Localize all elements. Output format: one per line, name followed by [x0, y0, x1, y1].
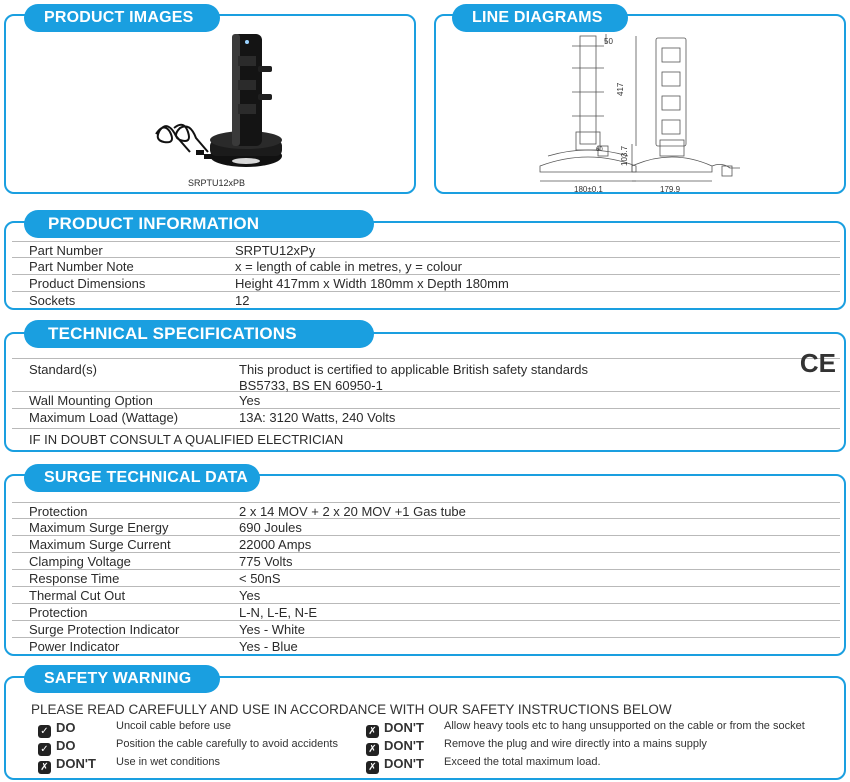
safety-item-dont: [366, 720, 805, 738]
surge-row: [12, 604, 840, 621]
surge-value: 2 x 14 MOV + 2 x 20 MOV +1 Gas tube: [239, 504, 466, 519]
safety-item-do: [38, 738, 338, 756]
safety-text: Position the cable carefully to avoid accidents: [116, 738, 338, 750]
dim-base-left: 180±0.1: [574, 185, 603, 192]
safety-keyword: DO: [56, 720, 76, 735]
surge-value: 22000 Amps: [239, 537, 312, 552]
tech-standard-line1: This product is certified to applicable British safety standards: [239, 362, 589, 377]
dim-height: 417: [616, 82, 625, 96]
surge-row: [12, 553, 840, 570]
info-value: Height 417mm x Width 180mm x Depth 180mm: [235, 276, 509, 291]
info-row: [12, 241, 840, 258]
surge-row: [12, 638, 840, 655]
check-icon: ✓: [38, 725, 51, 738]
safety-keyword: DON'T: [56, 756, 96, 771]
safety-item-dont: [366, 756, 601, 774]
ce-mark-icon: CE: [799, 348, 836, 378]
surge-label: Protection: [29, 605, 88, 620]
dim-base-right: 179.9: [660, 185, 681, 192]
dim-side: 103.7: [620, 145, 629, 166]
surge-row: [12, 519, 840, 536]
technical-specifications-panel: [4, 332, 846, 452]
tech-advice-row: [12, 431, 840, 448]
tech-value: 13A: 3120 Watts, 240 Volts: [239, 410, 396, 425]
surge-label: Maximum Surge Current: [29, 537, 171, 552]
surge-label: Power Indicator: [29, 639, 120, 654]
section-tab-product-images: PRODUCT IMAGES: [24, 4, 220, 32]
surge-value: Yes - Blue: [239, 639, 298, 654]
surge-row: [12, 587, 840, 604]
tech-value: Yes: [239, 393, 261, 408]
surge-row: [12, 621, 840, 638]
section-tab-technical-specifications: TECHNICAL SPECIFICATIONS: [24, 320, 374, 348]
image-caption: SRPTU12xPB: [188, 178, 246, 188]
surge-row: [12, 536, 840, 553]
line-diagram-drawing: [436, 16, 844, 192]
product-tower-image: [6, 16, 414, 192]
info-row: [12, 292, 840, 309]
product-images-panel: [4, 14, 416, 194]
safety-text: Remove the plug and wire directly into a mains supply: [444, 738, 707, 750]
safety-text: Use in wet conditions: [116, 756, 220, 768]
surge-label: Protection: [29, 504, 88, 519]
tech-label: Maximum Load (Wattage): [29, 410, 179, 425]
safety-item-do: [38, 720, 231, 738]
info-label: Sockets: [29, 293, 76, 308]
surge-row: [12, 570, 840, 587]
tech-row-standard: [12, 358, 840, 392]
safety-heading: PLEASE READ CAREFULLY AND USE IN ACCORDANCE WITH OUR SAFETY INSTRUCTIONS BELOW: [31, 702, 672, 717]
info-label: Part Number: [29, 243, 103, 258]
dim-small: 60: [596, 147, 603, 153]
section-tab-safety-warning: SAFETY WARNING: [24, 665, 220, 693]
safety-keyword: DON'T: [384, 756, 424, 771]
safety-item-dont: [38, 756, 220, 774]
safety-keyword: DON'T: [384, 738, 424, 753]
safety-text: Uncoil cable before use: [116, 720, 231, 732]
section-tab-product-information: PRODUCT INFORMATION: [24, 210, 374, 238]
info-value: SRPTU12xPy: [235, 243, 316, 258]
section-tab-surge-technical-data: SURGE TECHNICAL DATA: [24, 464, 260, 492]
safety-text: Exceed the total maximum load.: [444, 756, 601, 768]
surge-label: Thermal Cut Out: [29, 588, 126, 603]
section-tab-line-diagrams: LINE DIAGRAMS: [452, 4, 628, 32]
surge-value: Yes - White: [239, 622, 305, 637]
surge-value: 690 Joules: [239, 520, 302, 535]
surge-technical-data-panel: [4, 474, 846, 656]
cross-icon: ✗: [366, 743, 379, 756]
info-value: x = length of cable in metres, y = colour: [235, 259, 462, 274]
surge-label: Maximum Surge Energy: [29, 520, 169, 535]
safety-keyword: DO: [56, 738, 76, 753]
info-value: 12: [235, 293, 250, 308]
surge-value: Yes: [239, 588, 261, 603]
surge-label: Surge Protection Indicator: [29, 622, 180, 637]
surge-value: < 50nS: [239, 571, 281, 586]
tech-advice: IF IN DOUBT CONSULT A QUALIFIED ELECTRICIAN: [29, 432, 344, 447]
surge-label: Response Time: [29, 571, 120, 586]
surge-label: Clamping Voltage: [29, 554, 131, 569]
safety-item-dont: [366, 738, 707, 756]
cross-icon: ✗: [38, 761, 51, 774]
tech-row: [12, 392, 840, 409]
surge-value: 775 Volts: [239, 554, 293, 569]
safety-text: Allow heavy tools etc to hang unsupported on the cable or from the socket: [444, 720, 805, 732]
tech-row: [12, 409, 840, 429]
surge-row: [12, 502, 840, 519]
info-label: Part Number Note: [29, 259, 134, 274]
dim-top: 50: [604, 37, 613, 46]
cross-icon: ✗: [366, 761, 379, 774]
tech-standard-line2: BS5733, BS EN 60950-1: [239, 378, 383, 393]
info-row: [12, 275, 840, 292]
safety-keyword: DON'T: [384, 720, 424, 735]
info-label: Product Dimensions: [29, 276, 146, 291]
check-icon: ✓: [38, 743, 51, 756]
tech-label: Wall Mounting Option: [29, 393, 153, 408]
cross-icon: ✗: [366, 725, 379, 738]
info-row: [12, 258, 840, 275]
line-diagrams-panel: [434, 14, 846, 194]
tech-label: Standard(s): [29, 362, 97, 377]
surge-value: L-N, L-E, N-E: [239, 605, 318, 620]
